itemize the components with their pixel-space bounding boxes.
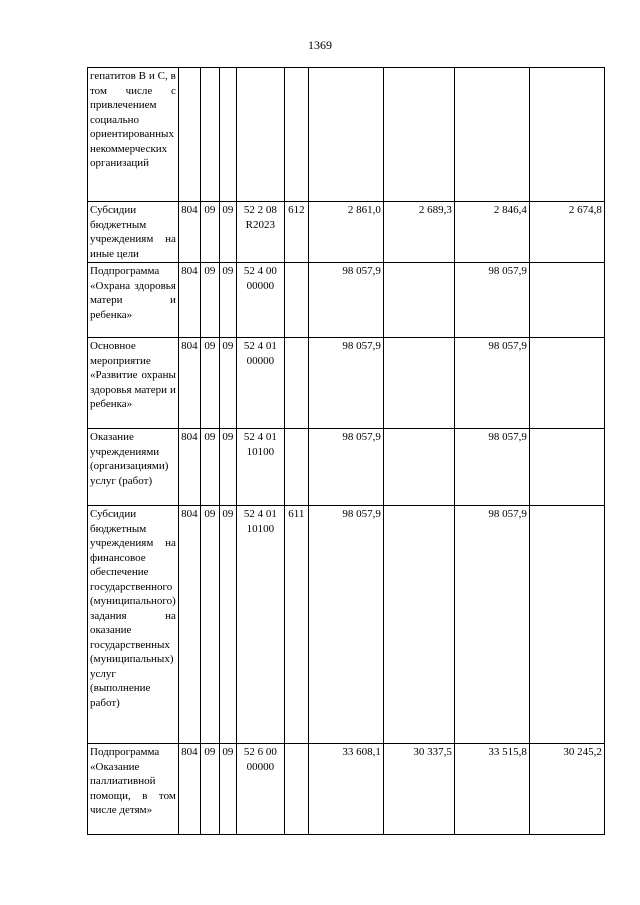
- value-cell-3: 98 057,9: [454, 506, 529, 744]
- vr-cell: [284, 744, 308, 835]
- row-name-cell: Подпрограмма «Оказание паллиативной помощи, в том числе детям»: [88, 744, 179, 835]
- pr-cell: 09: [219, 429, 236, 506]
- ved-cell: [178, 68, 200, 202]
- rz-cell: 09: [200, 338, 219, 429]
- rz-cell: 09: [200, 506, 219, 744]
- ved-cell: 804: [178, 744, 200, 835]
- ved-cell: 804: [178, 263, 200, 338]
- vr-cell: 611: [284, 506, 308, 744]
- vr-cell: [284, 68, 308, 202]
- row-name-cell: гепатитов В и С, в том числе с привлечением социально ориентированных некоммерческих организаций: [88, 68, 179, 202]
- value-cell-3: 2 846,4: [454, 202, 529, 263]
- row-name-cell: Субсидии бюджетным учреждениям на финансовое обеспечение государственного (муниципального) задания на оказание государственных (муниципальных) услуг (выполнение работ): [88, 506, 179, 744]
- value-cell-1: 2 861,0: [308, 202, 383, 263]
- kcsr-cell: [236, 68, 284, 202]
- table-row: [88, 68, 605, 202]
- value-cell-3: 98 057,9: [454, 429, 529, 506]
- row-name-cell: Основное мероприятие «Развитие охраны здоровья матери и ребенка»: [88, 338, 179, 429]
- table-row: [88, 744, 605, 835]
- kcsr-cell: 52 4 01 00000: [236, 338, 284, 429]
- rz-cell: 09: [200, 202, 219, 263]
- value-cell-3: [454, 68, 529, 202]
- value-cell-1: 98 057,9: [308, 338, 383, 429]
- value-cell-3: 98 057,9: [454, 263, 529, 338]
- kcsr-cell: 52 4 00 00000: [236, 263, 284, 338]
- vr-cell: 612: [284, 202, 308, 263]
- value-cell-1: 98 057,9: [308, 506, 383, 744]
- vr-cell: [284, 338, 308, 429]
- value-cell-1: 98 057,9: [308, 263, 383, 338]
- value-cell-2: 2 689,3: [383, 202, 454, 263]
- pr-cell: 09: [219, 338, 236, 429]
- kcsr-cell: 52 2 08 R2023: [236, 202, 284, 263]
- value-cell-4: 30 245,2: [529, 744, 604, 835]
- table-row: [88, 338, 605, 429]
- vr-cell: [284, 263, 308, 338]
- value-cell-4: [529, 506, 604, 744]
- value-cell-2: 30 337,5: [383, 744, 454, 835]
- pr-cell: [219, 68, 236, 202]
- pr-cell: 09: [219, 506, 236, 744]
- pr-cell: 09: [219, 744, 236, 835]
- budget-table: [87, 67, 605, 835]
- value-cell-4: [529, 429, 604, 506]
- value-cell-4: [529, 338, 604, 429]
- row-name-cell: Субсидии бюджетным учреждениям на иные цели: [88, 202, 179, 263]
- rz-cell: 09: [200, 429, 219, 506]
- table-row: [88, 202, 605, 263]
- table-row: [88, 263, 605, 338]
- ved-cell: 804: [178, 429, 200, 506]
- value-cell-4: [529, 68, 604, 202]
- value-cell-2: [383, 68, 454, 202]
- value-cell-3: 98 057,9: [454, 338, 529, 429]
- ved-cell: 804: [178, 338, 200, 429]
- value-cell-2: [383, 338, 454, 429]
- value-cell-3: 33 515,8: [454, 744, 529, 835]
- rz-cell: 09: [200, 744, 219, 835]
- value-cell-1: 33 608,1: [308, 744, 383, 835]
- value-cell-2: [383, 506, 454, 744]
- value-cell-1: [308, 68, 383, 202]
- pr-cell: 09: [219, 202, 236, 263]
- ved-cell: 804: [178, 506, 200, 744]
- value-cell-2: [383, 263, 454, 338]
- page-number: 1369: [308, 38, 332, 52]
- row-name-cell: Оказание учреждениями (организациями) услуг (работ): [88, 429, 179, 506]
- kcsr-cell: 52 4 01 10100: [236, 506, 284, 744]
- table-row: [88, 506, 605, 744]
- rz-cell: [200, 68, 219, 202]
- rz-cell: 09: [200, 263, 219, 338]
- table-row: [88, 429, 605, 506]
- vr-cell: [284, 429, 308, 506]
- row-name-cell: Подпрограмма «Охрана здоровья матери и ребенка»: [88, 263, 179, 338]
- value-cell-4: 2 674,8: [529, 202, 604, 263]
- kcsr-cell: 52 6 00 00000: [236, 744, 284, 835]
- value-cell-4: [529, 263, 604, 338]
- pr-cell: 09: [219, 263, 236, 338]
- kcsr-cell: 52 4 01 10100: [236, 429, 284, 506]
- value-cell-1: 98 057,9: [308, 429, 383, 506]
- value-cell-2: [383, 429, 454, 506]
- ved-cell: 804: [178, 202, 200, 263]
